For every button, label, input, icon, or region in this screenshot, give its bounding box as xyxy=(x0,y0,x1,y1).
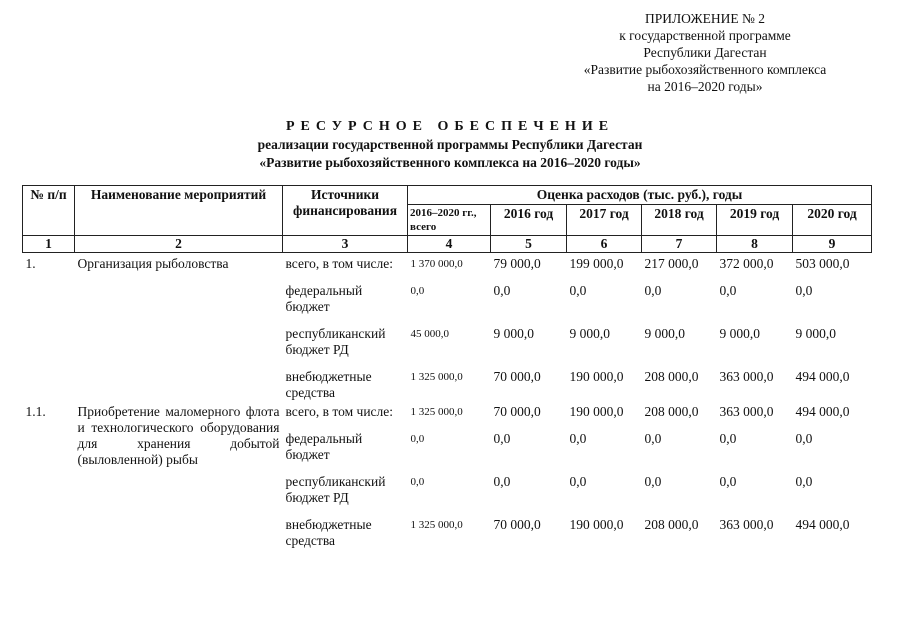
title-main: РЕСУРСНОЕ ОБЕСПЕЧЕНИЕ xyxy=(285,119,615,134)
funding-source: республиканский бюджет РД xyxy=(285,326,386,357)
value-2020: 0,0 xyxy=(795,431,813,446)
value-2019: 363 000,0 xyxy=(719,404,774,419)
column-number: 2 xyxy=(75,236,283,253)
column-number: 5 xyxy=(491,236,567,253)
row-number: 1. xyxy=(25,256,36,271)
value-2018: 0,0 xyxy=(644,431,662,446)
appendix-line: Республики Дагестан xyxy=(643,45,767,60)
funding-source: всего, в том числе: xyxy=(285,256,394,271)
value-total: 1 325 000,0 xyxy=(410,406,463,418)
value-total: 0,0 xyxy=(410,285,425,297)
value-2017: 190 000,0 xyxy=(569,404,624,419)
value-2019: 363 000,0 xyxy=(719,369,774,384)
appendix-line: ПРИЛОЖЕНИЕ № 2 xyxy=(644,11,766,26)
value-2020: 494 000,0 xyxy=(795,369,850,384)
header-name: Наименование мероприятий xyxy=(75,186,283,236)
value-2016: 70 000,0 xyxy=(493,369,541,384)
document-title xyxy=(100,118,800,172)
value-2017: 199 000,0 xyxy=(569,256,624,271)
value-2016: 79 000,0 xyxy=(493,256,541,271)
value-2020: 0,0 xyxy=(795,474,813,489)
header-year-2020: 2020 год xyxy=(793,205,872,236)
value-2016: 9 000,0 xyxy=(493,326,534,341)
resource-table xyxy=(22,185,872,549)
activity-name: Организация рыболовства xyxy=(77,256,229,271)
funding-source: федеральный бюджет xyxy=(285,431,363,462)
value-2017: 190 000,0 xyxy=(569,369,624,384)
value-2020: 494 000,0 xyxy=(795,517,850,532)
value-2018: 208 000,0 xyxy=(644,517,699,532)
row-number: 1.1. xyxy=(25,404,46,419)
header-num: № п/п xyxy=(23,186,75,236)
column-number: 4 xyxy=(408,236,491,253)
value-2018: 208 000,0 xyxy=(644,369,699,384)
value-2016: 0,0 xyxy=(493,431,511,446)
header-year-2016: 2016 год xyxy=(491,205,567,236)
value-total: 0,0 xyxy=(410,433,425,445)
funding-source: внебюджетные средства xyxy=(285,369,372,400)
value-2018: 0,0 xyxy=(644,474,662,489)
funding-source: республиканский бюджет РД xyxy=(285,474,386,505)
header-source: Источники финансирования xyxy=(283,186,408,236)
funding-source: всего, в том числе: xyxy=(285,404,394,419)
value-2016: 70 000,0 xyxy=(493,404,541,419)
value-2020: 9 000,0 xyxy=(795,326,836,341)
column-number: 1 xyxy=(23,236,75,253)
header-year-2018: 2018 год xyxy=(642,205,717,236)
title-line-3: «Развитие рыбохозяйственного комплекса на 2016–2020 годы» xyxy=(259,155,641,170)
value-2017: 0,0 xyxy=(569,474,587,489)
value-2019: 0,0 xyxy=(719,431,737,446)
column-number: 6 xyxy=(567,236,642,253)
value-2019: 363 000,0 xyxy=(719,517,774,532)
value-total: 1 325 000,0 xyxy=(410,519,463,531)
value-2020: 494 000,0 xyxy=(795,404,850,419)
value-2019: 372 000,0 xyxy=(719,256,774,271)
table-row xyxy=(23,401,872,420)
value-2017: 190 000,0 xyxy=(569,517,624,532)
header-total: 2016–2020 гг., всего xyxy=(408,205,491,236)
column-number: 8 xyxy=(717,236,793,253)
value-2017: 0,0 xyxy=(569,283,587,298)
value-total: 1 325 000,0 xyxy=(410,371,463,383)
value-2020: 0,0 xyxy=(795,283,813,298)
value-2018: 0,0 xyxy=(644,283,662,298)
header-year-2017: 2017 год xyxy=(567,205,642,236)
value-total: 1 370 000,0 xyxy=(410,258,463,270)
header-year-2019: 2019 год xyxy=(717,205,793,236)
value-2016: 0,0 xyxy=(493,283,511,298)
value-2016: 0,0 xyxy=(493,474,511,489)
value-2016: 70 000,0 xyxy=(493,517,541,532)
funding-source: федеральный бюджет xyxy=(285,283,363,314)
value-total: 0,0 xyxy=(410,476,425,488)
title-line-2: реализации государственной программы Республики Дагестан xyxy=(257,137,643,152)
appendix-line: на 2016–2020 годы» xyxy=(647,79,763,94)
table-row xyxy=(23,253,872,273)
value-2018: 217 000,0 xyxy=(644,256,699,271)
value-2018: 208 000,0 xyxy=(644,404,699,419)
appendix-block xyxy=(540,10,870,95)
appendix-line: «Развитие рыбохозяйственного комплекса xyxy=(583,62,827,77)
value-total: 45 000,0 xyxy=(410,328,449,340)
appendix-line: к государственной программе xyxy=(619,28,791,43)
value-2019: 9 000,0 xyxy=(719,326,760,341)
value-2017: 0,0 xyxy=(569,431,587,446)
value-2020: 503 000,0 xyxy=(795,256,850,271)
activity-name: Приобретение маломерного флота и технологического оборудования для хранения добытой (выловленной) рыбы xyxy=(77,404,280,467)
column-number: 3 xyxy=(283,236,408,253)
value-2019: 0,0 xyxy=(719,474,737,489)
value-2017: 9 000,0 xyxy=(569,326,610,341)
value-2019: 0,0 xyxy=(719,283,737,298)
value-2018: 9 000,0 xyxy=(644,326,685,341)
funding-source: внебюджетные средства xyxy=(285,517,372,548)
column-number: 9 xyxy=(793,236,872,253)
header-estimate: Оценка расходов (тыс. руб.), годы xyxy=(408,186,872,205)
column-number: 7 xyxy=(642,236,717,253)
